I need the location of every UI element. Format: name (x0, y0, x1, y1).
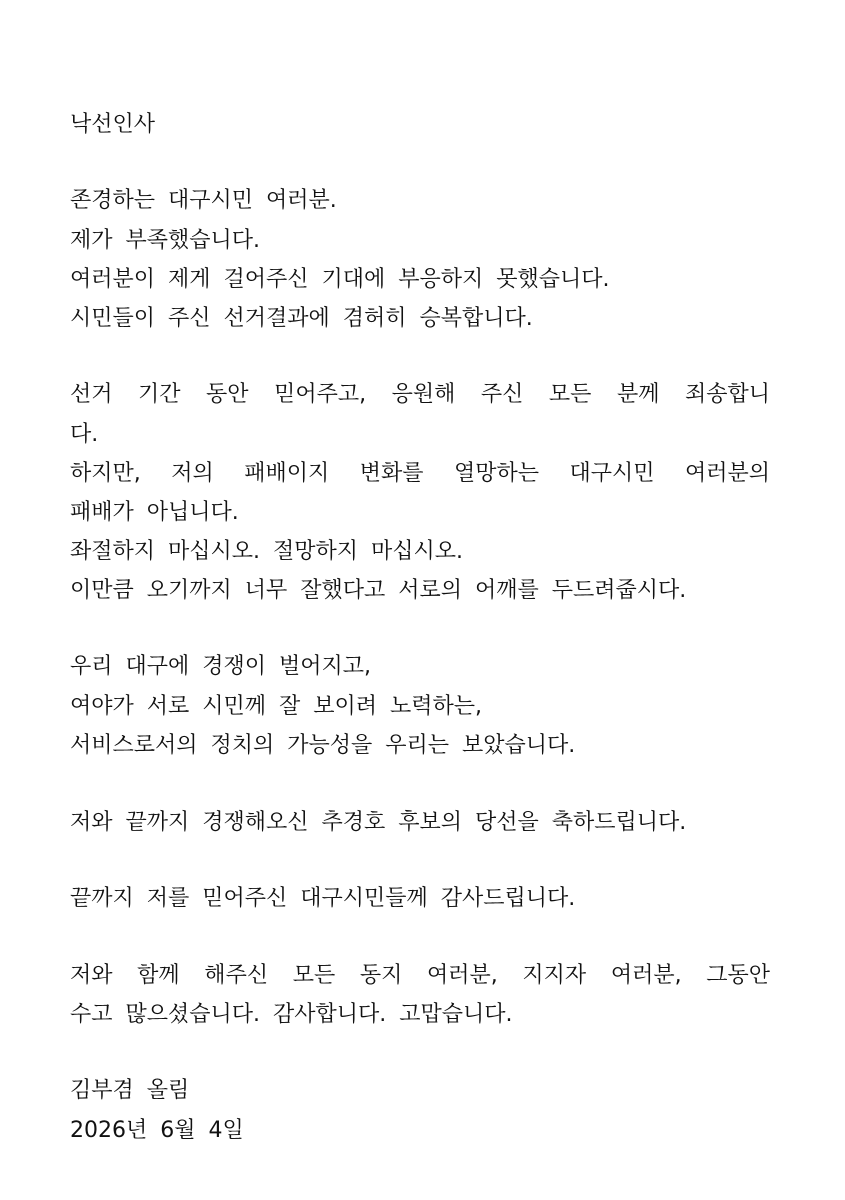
paragraph-line: 여야가 서로 시민께 잘 보이려 노력하는, (70, 694, 482, 719)
paragraph-line: 이만큼 오기까지 너무 잘했다고 서로의 어깨를 두드려줍시다. (70, 578, 687, 603)
paragraph-line: 하지만, 저의 패배이지 변화를 열망하는 대구시민 여러분의 (70, 461, 770, 486)
signature: 김부겸 올림 (70, 1078, 190, 1103)
paragraph-line: 우리 대구에 경쟁이 벌어지고, (70, 654, 371, 679)
paragraph-line: 다. (70, 422, 99, 447)
paragraph-line: 저와 끝까지 경쟁해오신 추경호 후보의 당선을 축하드립니다. (70, 810, 687, 835)
paragraph-line: 제가 부족했습니다. (70, 228, 261, 253)
paragraph-line: 저와 함께 해주신 모든 동지 여러분, 지지자 여러분, 그동안 (70, 963, 770, 988)
paragraph-line: 수고 많으셨습니다. 감사합니다. 고맙습니다. (70, 1002, 513, 1027)
paragraph-line: 존경하는 대구시민 여러분. (70, 188, 337, 213)
paragraph-line: 패배가 아닙니다. (70, 500, 239, 525)
paragraph-line: 선거 기간 동안 믿어주고, 응원해 주신 모든 분께 죄송합니 (70, 382, 770, 407)
paragraph-line: 좌절하지 마십시오. 절망하지 마십시오. (70, 539, 463, 564)
letter-page (70, 0, 770, 1200)
letter-date: 2026년 6월 4일 (70, 1118, 244, 1143)
paragraph-line: 시민들이 주신 선거결과에 겸허히 승복합니다. (70, 306, 533, 331)
paragraph-line: 여러분이 제게 걸어주신 기대에 부응하지 못했습니다. (70, 267, 610, 292)
paragraph-line: 서비스로서의 정치의 가능성을 우리는 보았습니다. (70, 733, 576, 758)
paragraph-line: 끝까지 저를 믿어주신 대구시민들께 감사드립니다. (70, 886, 576, 911)
letter-title: 낙선인사 (70, 112, 156, 137)
